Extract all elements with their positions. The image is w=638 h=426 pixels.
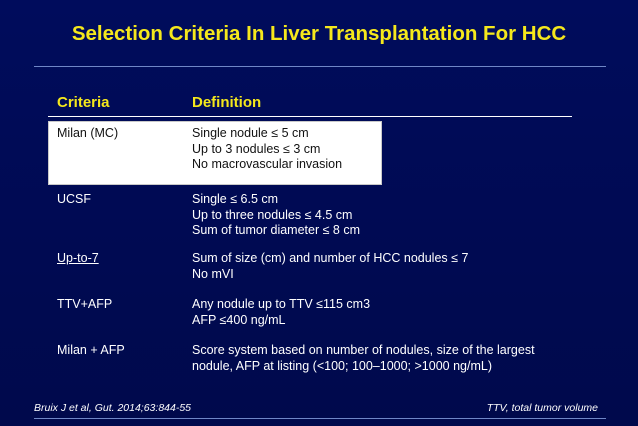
definition-line: Any nodule up to TTV ≤115 cm3 (192, 297, 371, 311)
definition-line: No mVI (192, 266, 234, 281)
footnote-text: TTV, total tumor volume (486, 402, 598, 414)
definition-cell (192, 192, 360, 239)
definition-line: AFP ≤400 ng/mL (192, 312, 286, 327)
definition-cell (192, 251, 468, 282)
definition-line: Single nodule ≤ 5 cm (192, 126, 309, 140)
citation-text: Bruix J et al, Gut. 2014;63:844-55 (34, 402, 192, 414)
definition-cell (192, 126, 342, 173)
definition-line: nodule, AFP at listing (<100; 100–1000; >1000 ng/mL) (192, 358, 492, 373)
criteria-cell: UCSF (57, 192, 92, 206)
title-divider (34, 66, 606, 67)
definition-line: No macrovascular invasion (192, 157, 343, 171)
column-header-definition: Definition (192, 94, 262, 111)
definition-cell (192, 343, 535, 374)
definition-cell (192, 297, 370, 328)
criteria-cell: TTV+AFP (57, 297, 113, 311)
definition-line: Sum of tumor diameter ≤ 8 cm (192, 223, 361, 237)
criteria-cell: Milan + AFP (57, 343, 125, 357)
definition-line: Score system based on number of nodules, size of the largest (192, 343, 535, 357)
definition-line: Single ≤ 6.5 cm (192, 192, 279, 206)
slide-title: Selection Criteria In Liver Transplantation For HCC (71, 22, 567, 45)
definition-line: Up to three nodules ≤ 4.5 cm (192, 207, 353, 222)
column-header-criteria: Criteria (57, 94, 110, 111)
definition-line: Sum of size (cm) and number of HCC nodules ≤ 7 (192, 251, 469, 265)
criteria-cell-link[interactable]: Up-to-7 (57, 251, 99, 265)
bottom-divider (34, 418, 606, 419)
criteria-cell: Milan (MC) (57, 126, 119, 140)
header-divider (48, 116, 572, 117)
definition-line: Up to 3 nodules ≤ 3 cm (192, 141, 321, 156)
